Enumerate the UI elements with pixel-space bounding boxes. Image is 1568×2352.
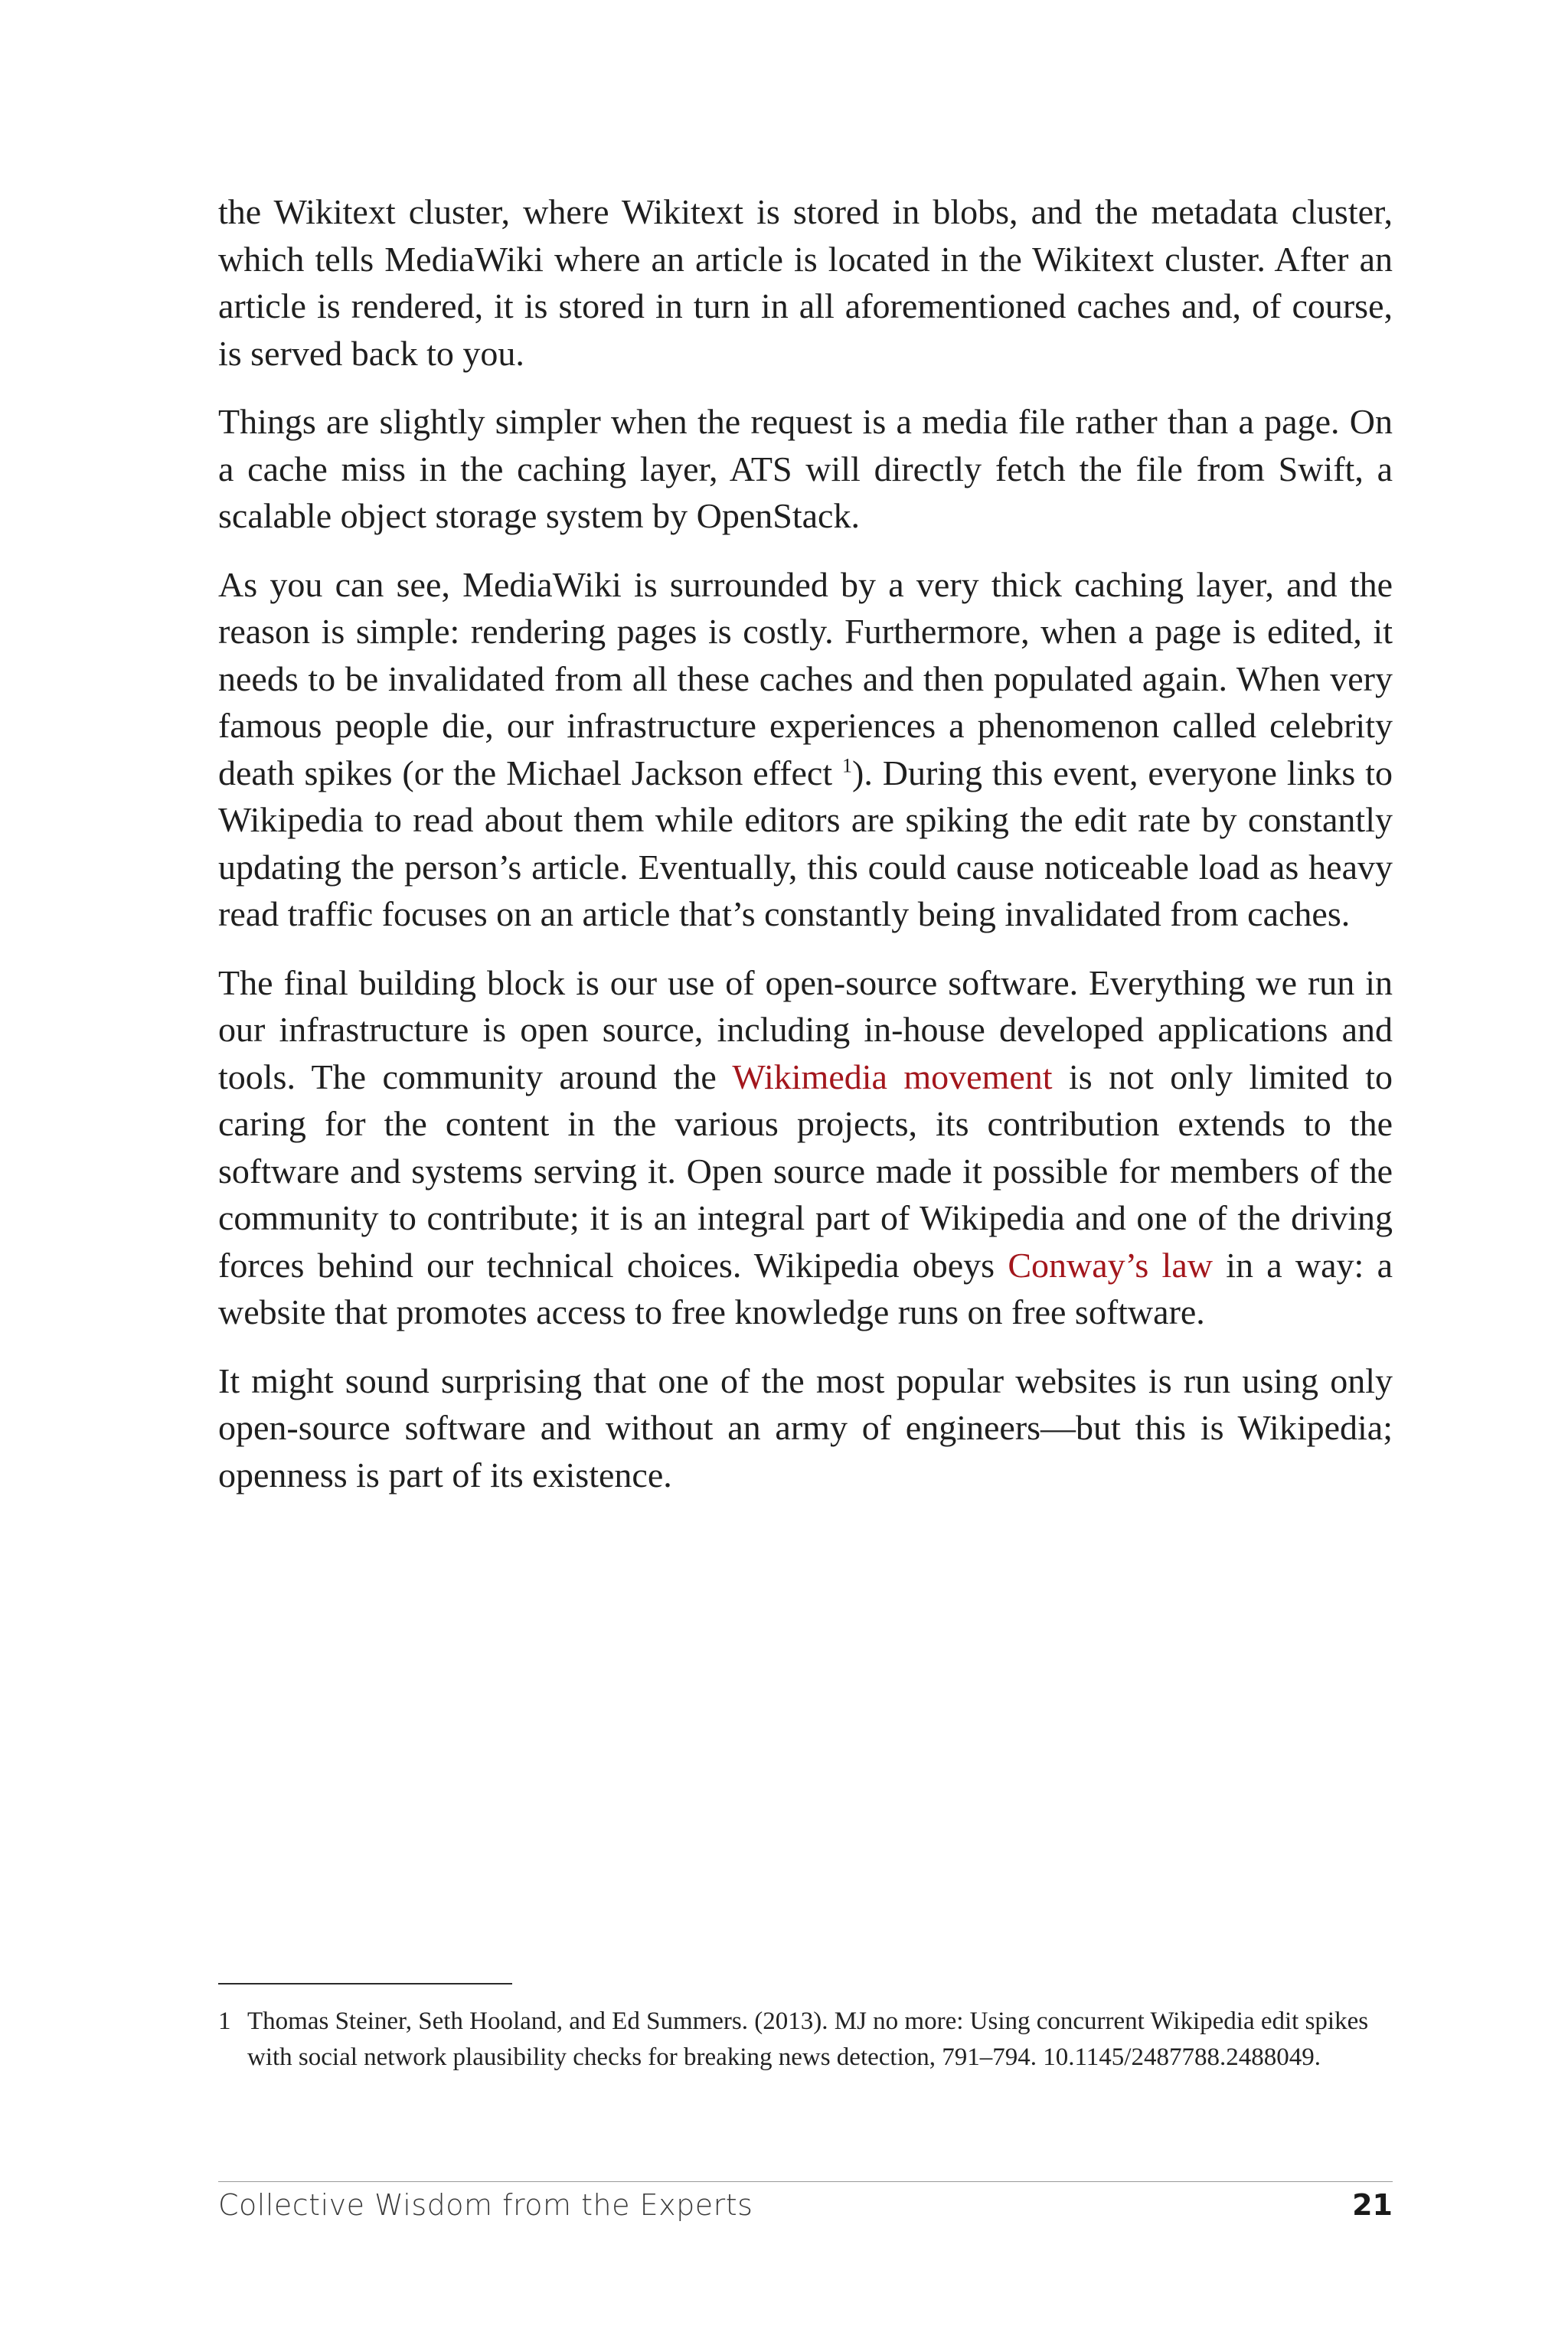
footnote-text: Thomas Steiner, Seth Hooland, and Ed Summers. (2013). MJ no more: Using concurrent Wikipedia edit spikes with social network plausibility checks for breaking news detection, 791–794. 10.1145/2487788.2488049. (247, 2007, 1369, 2071)
footnote-reference[interactable]: 1 (842, 754, 853, 777)
conways-law-link[interactable]: Conway’s law (1008, 1245, 1213, 1285)
paragraph-openness: It might sound surprising that one of the most popular websites is run using only open-source software and without an army of engineers—but this is Wikipedia; openness is part of its existence. (218, 1361, 1393, 1494)
paragraph-open-source-text-3: in a way: a website that promotes access to free knowledge runs on free software. (218, 1245, 1393, 1331)
footnote-divider (218, 1983, 512, 1984)
footer-book-title: Collective Wisdom from the Experts (218, 2188, 753, 2222)
paragraph-caching-text-2: ). During this event, everyone links to Wikipedia to read about them while editors are spiking the edit rate by constantly updating the person’s article. Eventually, this could cause noticeable load as heavy read traffic focuses on an article that’s constantly being invalidated from caches. (218, 753, 1393, 933)
paragraph-open-source-text-1: The final building block is our use of open-source software. Everything we run in our infrastructure is open source, including in-house developed applications and tools. The community around the (218, 962, 1393, 1096)
footnote-number: 1 (218, 2007, 231, 2035)
paragraph-caching-text-1: As you can see, MediaWiki is surrounded by a very thick caching layer, and the reason is simple: rendering pages is costly. Furthermore, when a page is edited, it needs to be invalidated from all these caches and then populated again. When very famous people die, our infrastructure experiences a phenomenon called celebrity death spikes (or the Michael Jackson effect (218, 564, 1393, 792)
body-text (218, 188, 1393, 1520)
wikimedia-movement-link[interactable]: Wikimedia movement (732, 1057, 1053, 1096)
paragraph-wikitext-cluster: the Wikitext cluster, where Wikitext is stored in blobs, and the metadata cluster, which tells MediaWiki where an article is located in the Wikitext cluster. After an article is rendered, it is stored in turn in all aforementioned caches and, of course, is served back to you. (218, 192, 1393, 373)
paragraph-open-source-text-2: is not only limited to caring for the content in the various projects, its contribution extends to the software and systems serving it. Open source made it possible for members of the community to contribute; it is an integral part of Wikipedia and one of the driving forces behind our technical choices. Wikipedia obeys (218, 1057, 1393, 1285)
paragraph-caching-layer (218, 561, 1393, 938)
page-number: 21 (1352, 2188, 1393, 2222)
footer-divider (218, 2181, 1393, 2182)
footnote (218, 2004, 1393, 2076)
paragraph-media-files: Things are slightly simpler when the request is a media file rather than a page. On a cache miss in the caching layer, ATS will directly fetch the file from Swift, a scalable object storage system by OpenStack. (218, 402, 1393, 535)
paragraph-open-source (218, 959, 1393, 1336)
